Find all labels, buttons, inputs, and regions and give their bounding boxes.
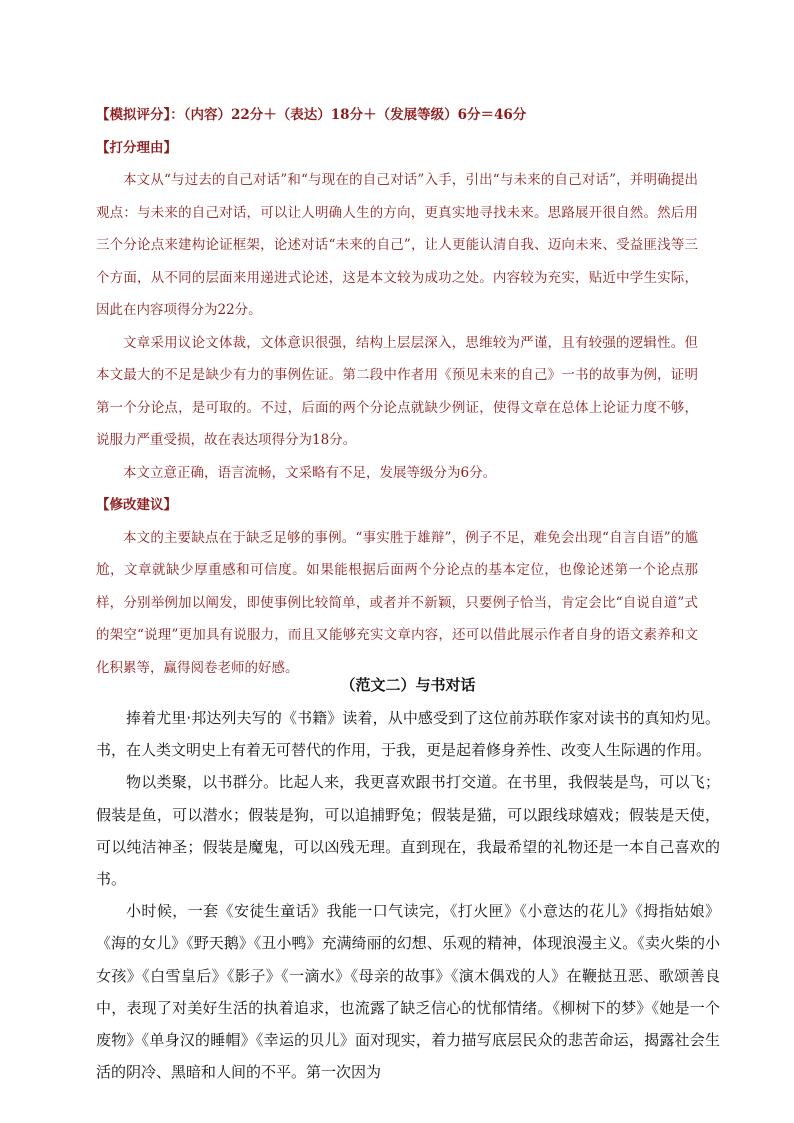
sample-essay-section: [96, 668, 720, 1088]
essay-paragraph: 捧着尤里·邦达列夫写的《书籍》读着，从中感受到了这位前苏联作家对读书的真知灼见。书，在人类文明史上有着无可替代的作用，于我，更是起着修身养性、改变人生际遇的作用。: [96, 709, 720, 760]
reason-paragraph-expression: 文章采用议论文体裁，文体意识很强，结构上层层深入，思维较为严谨，且有较强的逻辑性。但本文最大的不足是缺少有力的事例佐证。第二段中作者用《预见未来的自己》一书的故事为例，证明第一个分论点，是可取的。不过，后面的两个分论点就缺少例证，使得文章在总体上论证力度不够，说服力严重受损，故在表达项得分为18分。: [96, 334, 698, 448]
suggest-paragraph: 本文的主要缺点在于缺乏足够的事例。“事实胜于雄辩”，例子不足，难免会出现“自言自语”的尴尬，文章就缺少厚重感和可信度。如果能根据后面两个分论点的基本定位，也像论述第一个论点那样，分别举例加以阐发，即使事例比较简单，或者并不新颖，只要例子恰当，肯定会比“自说自道”式的架空“说理”更加具有说服力，而且又能够充实文章内容，还可以借此展示作者自身的语文素养和文化积累等，赢得阅卷老师的好感。: [96, 529, 698, 676]
score-review-section: [96, 99, 698, 684]
suggest-heading: 【修改建议】: [96, 497, 177, 513]
essay-paragraph: 物以类聚，以书群分。比起人来，我更喜欢跟书打交道。在书里，我假装是鸟，可以飞；假装是鱼，可以潜水；假装是狗，可以追捕野兔；假装是猫，可以跟线球嬉戏；假装是天使，可以纯洁神圣；假装是魔鬼，可以凶残无理。直到现在，我最希望的礼物还是一本自己喜欢的书。: [96, 773, 720, 889]
score-line: 【模拟评分】：（内容）22分＋（表达）18分＋（发展等级）6分＝46分: [96, 107, 527, 123]
reason-paragraph-content: 本文从“与过去的自己对话”和“与现在的自己对话”入手，引出“与未来的自己对话”，并明确提出观点：与未来的自己对话，可以让人明确人生的方向，更真实地寻找未来。思路展开很自然。然后用三个分论点来建构论证框架，论述对话“未来的自己”，让人更能认清自我、迈向未来、受益匪浅等三个方面，从不同的层面来用递进式论述，这是本文较为成功之处。内容较为充实，贴近中学生实际，因此在内容项得分为22分。: [96, 172, 698, 318]
reason-paragraph-development: 本文立意正确，语言流畅，文采略有不足，发展等级分为6分。: [123, 464, 497, 481]
reason-heading: 【打分理由】: [96, 139, 177, 156]
essay-paragraph: 小时候，一套《安徒生童话》我能一口气读完，《打火匣》《小意达的花儿》《拇指姑娘》《海的女儿》《野天鹅》《丑小鸭》充满绮丽的幻想、乐观的精神，体现浪漫主义。《卖火柴的小女孩》《白雪皇后》《影子》《一滴水》《母亲的故事》《演木偶戏的人》在鞭挞丑恶、歌颂善良中，表现了对美好生活的执着追求，也流露了缺乏信心的忧郁情绪。《柳树下的梦》《她是一个废物》《单身汉的睡帽》《幸运的贝儿》面对现实，着力描写底层民众的悲苦命运，揭露社会生活的阴冷、黑暗和人间的不平。第一次因为: [96, 902, 720, 1082]
essay-title: （范文二）与书对话: [340, 676, 476, 694]
